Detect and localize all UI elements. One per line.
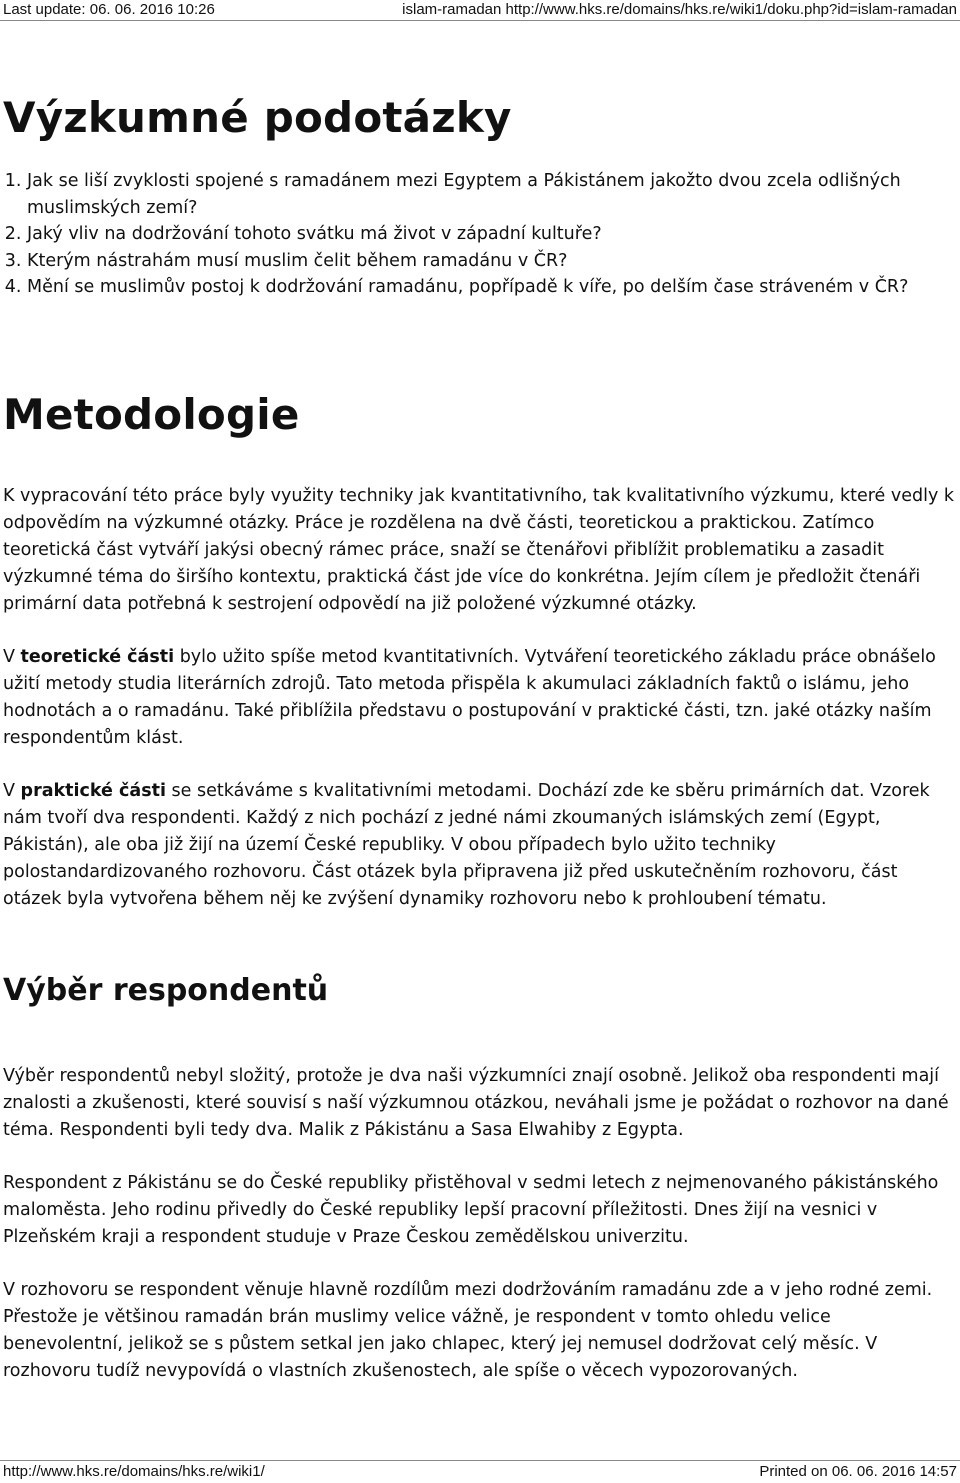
methodology-paragraph-2: [3, 644, 955, 752]
respondents-paragraph-3: V rozhovoru se respondent věnuje hlavně rozdílům mezi dodržováním ramadánu zde a v jeho rodné zemi. Přestože je většinou ramadán brán muslimy velice vážně, je respondent v tomto ohledu velice benevolentní, jelikož se s půstem setkal jen jako chlapec, který jej nemusel dodržovat celý měsíc. V rozhovoru tudíž nevypovídá o vlastních zkušenostech, ale spíše o věcech vypozorovaných.: [3, 1279, 933, 1381]
header-divider: [0, 20, 960, 21]
page-footer: [3, 1462, 957, 1482]
footer-divider: [0, 1460, 960, 1461]
wiki-url-text: http://www.hks.re/domains/hks.re/wiki1/: [3, 1463, 265, 1480]
main-content: [3, 90, 955, 1385]
list-item: 4. Mění se muslimův postoj k dodržování ramadánu, popřípadě k víře, po delším čase stráveném v ČR?: [27, 274, 955, 301]
respondents-paragraph-2: Respondent z Pákistánu se do České republiky přistěhoval v sedmi letech z nejmenovaného pákistánského maloměsta. Jeho rodinu přivedly do České republiky lepší pracovní příležitosti. Dnes žijí na vesnici v Plzeňském kraji a respondent studuje v Praze Českou zemědělskou univerzitu.: [3, 1172, 939, 1247]
printed-on-text: Printed on 06. 06. 2016 14:57: [759, 1463, 957, 1480]
respondents-paragraph-1: Výběr respondentů nebyl složitý, protože je dva naši výzkumníci znají osobně. Jelikož oba respondenti mají znalosti a zkušenosti, které souvisí s naší výzkumnou otázkou, neváhali jsme je požádat o rozhovor na dané téma. Respondenti byli tedy dva. Malik z Pákistánu a Sasa Elwahiby z Egypta.: [3, 1065, 949, 1140]
paragraph-text: bylo užito spíše metod kvantitativních. Vytváření teoretického základu práce obnášelo užití metody studia literárních zdrojů. Tato metoda přispěla k akumulaci základních faktů o islámu, jeho hodnotách a o ramadánu. Také přiblížila představu o postupování v praktické části, tzn. jaké otázky naším respondentům klást.: [3, 646, 936, 748]
paragraph-text: V: [3, 646, 21, 667]
paragraph-text: se setkáváme s kvalitativními metodami. Dochází zde ke sběru primárních dat. Vzorek nám tvoří dva respondenti. Každý z nich pochází z jedné námi zkoumaných islámských zemí (Egypt, Pákistán), ale oba již žijí na území České republiky. V obou případech bylo užito techniky polostandardizovaného rozhovoru. Část otázek byla připravena již před uskutečněním rozhovoru, část otázek byla vytvořena během něj ke zvýšení dynamiky rozhovoru nebo k prohloubení tématu.: [3, 780, 930, 909]
methodology-heading: Metodologie: [3, 389, 300, 439]
page-url-text: islam-ramadan http://www.hks.re/domains/hks.re/wiki1/doku.php?id=islam-ramadan: [402, 1, 957, 18]
research-questions-list: [3, 168, 955, 301]
list-item: 1. Jak se liší zvyklosti spojené s ramadánem mezi Egyptem a Pákistánem jakožto dvou zcela odlišných muslimských zemí?: [27, 168, 955, 221]
methodology-paragraph-1: K vypracování této práce byly využity techniky jak kvantitativního, tak kvalitativního výzkumu, které vedly k odpovědím na výzkumné otázky. Práce je rozdělena na dvě části, teoretickou a praktickou. Zatímco teoretická část vytváří jakýsi obecný rámec práce, snaží se čtenářovi přiblížit problematiku a zasadit výzkumné téma do širšího kontextu, praktická část jde více do konkrétna. Jejím cílem je předložit čtenáři primární data potřebná k sestrojení odpovědí na již položené výzkumné otázky.: [3, 485, 954, 614]
bold-term: praktické části: [20, 780, 166, 801]
respondents-heading: Výběr respondentů: [3, 972, 329, 1008]
last-update-text: Last update: 06. 06. 2016 10:26: [3, 1, 215, 18]
page-header: [3, 0, 957, 20]
bold-term: teoretické části: [20, 646, 175, 667]
list-item: 3. Kterým nástrahám musí muslim čelit během ramadánu v ČR?: [27, 248, 955, 275]
methodology-paragraph-3: [3, 778, 955, 913]
paragraph-text: V: [3, 780, 21, 801]
list-item: 2. Jaký vliv na dodržování tohoto svátku má život v západní kultuře?: [27, 221, 955, 248]
research-questions-heading: Výzkumné podotázky: [3, 93, 512, 142]
